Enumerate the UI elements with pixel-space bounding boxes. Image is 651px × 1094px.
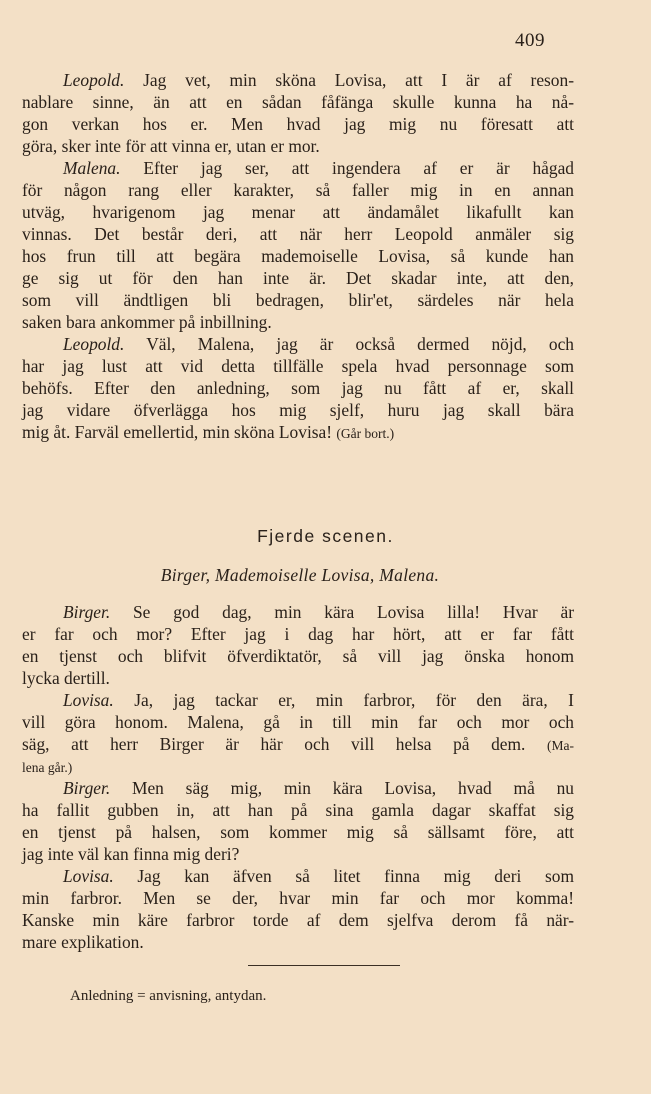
dialogue-line: Lovisa. Ja, jag tackar er, min farbror, för den ära, I	[63, 690, 574, 710]
dialogue-line: Birger. Se god dag, min kära Lovisa lilla! Hvar är	[63, 602, 574, 622]
stage-direction: lena går.)	[22, 760, 73, 775]
dialogue-line: ha fallit gubben in, att han på sina gamla dagar skaffat sig	[22, 800, 574, 820]
dialogue-line: utväg, hvarigenom jag menar att ändamålet likafullt kan	[22, 202, 574, 222]
dialogue-line: er far och mor? Efter jag i dag har hört, att er far fått	[22, 624, 574, 644]
dialogue-line: jag inte väl kan finna mig deri?	[22, 844, 240, 864]
dialogue-line: som vill ändtligen bli bedragen, blir'et, särdeles när hela	[22, 290, 574, 310]
page-number: 409	[515, 30, 545, 51]
speaker-name: Leopold.	[63, 70, 125, 90]
dialogue-line	[22, 755, 574, 777]
dialogue-line: en tjenst och blifvit öfverdiktatör, så vill jag önska honom	[22, 646, 574, 666]
speaker-name: Birger.	[63, 778, 111, 798]
speaker-name: Leopold.	[63, 334, 125, 354]
dialogue-line: mare explikation.	[22, 932, 144, 952]
stage-direction: (Ma-	[547, 738, 574, 753]
dialogue-line: för någon rang eller karakter, så faller mig in en annan	[22, 180, 574, 200]
footnote: Anledning = anvisning, antydan.	[70, 988, 267, 1004]
cast-list: Birger, Mademoiselle Lovisa, Malena.	[160, 565, 440, 585]
speaker-name: Malena.	[63, 158, 121, 178]
dialogue-line: nablare sinne, än att en sådan fåfänga skulle kunna ha nå-	[22, 92, 574, 112]
dialogue-line: behöfs. Efter den anledning, som jag nu fått af er, skall	[22, 378, 574, 398]
dialogue-line: lycka dertill.	[22, 668, 110, 688]
dialogue-line: jag vidare öfverlägga hos mig sjelf, huru jag skall bära	[22, 400, 574, 420]
dialogue-line: vill göra honom. Malena, gå in till min far och mor och	[22, 712, 574, 732]
dialogue-line: hos frun till att begära mademoiselle Lovisa, så kunde han	[22, 246, 574, 266]
dialogue-line: ge sig ut för den han inte är. Det skadar inte, att den,	[22, 268, 574, 288]
dialogue-line: Kanske min käre farbror torde af dem sjelfva derom få när-	[22, 910, 574, 930]
dialogue-line: mig åt. Farväl emellertid, min sköna Lovisa! (Går bort.)	[22, 422, 395, 442]
speaker-name: Birger.	[63, 602, 111, 622]
dialogue-line: Lovisa. Jag kan äfven så litet finna mig deri som	[63, 866, 574, 886]
dialogue-line: Malena. Efter jag ser, att ingendera af er är hågad	[63, 158, 574, 178]
scene-heading: Fjerde scenen.	[257, 526, 394, 546]
dialogue-line: min farbror. Men se der, hvar min far och mor komma!	[22, 888, 574, 908]
dialogue-line: Leopold. Jag vet, min sköna Lovisa, att I är af reson-	[63, 70, 574, 90]
speaker-name: Lovisa.	[63, 866, 114, 886]
dialogue-line: säg, att herr Birger är här och vill helsa på dem. (Ma-	[22, 734, 574, 754]
dialogue-line: vinnas. Det består deri, att när herr Leopold anmäler sig	[22, 224, 574, 244]
dialogue-line: Birger. Men säg mig, min kära Lovisa, hvad må nu	[63, 778, 574, 798]
dialogue-line: gon verkan hos er. Men hvad jag mig nu föresatt att	[22, 114, 574, 134]
dialogue-line: göra, sker inte för att vinna er, utan er mor.	[22, 136, 320, 156]
dialogue-block-scene	[22, 601, 574, 953]
dialogue-block-top	[22, 69, 574, 443]
dialogue-line: saken bara ankommer på inbillning.	[22, 312, 272, 332]
speaker-name: Lovisa.	[63, 690, 114, 710]
footnote-divider	[248, 965, 400, 966]
stage-direction: (Går bort.)	[336, 426, 395, 441]
dialogue-line: Leopold. Väl, Malena, jag är också dermed nöjd, och	[63, 334, 574, 354]
dialogue-line: en tjenst på halsen, som kommer mig så sällsamt före, att	[22, 822, 574, 842]
dialogue-line: har jag lust att vid detta tillfälle spela hvad personnage som	[22, 356, 574, 376]
